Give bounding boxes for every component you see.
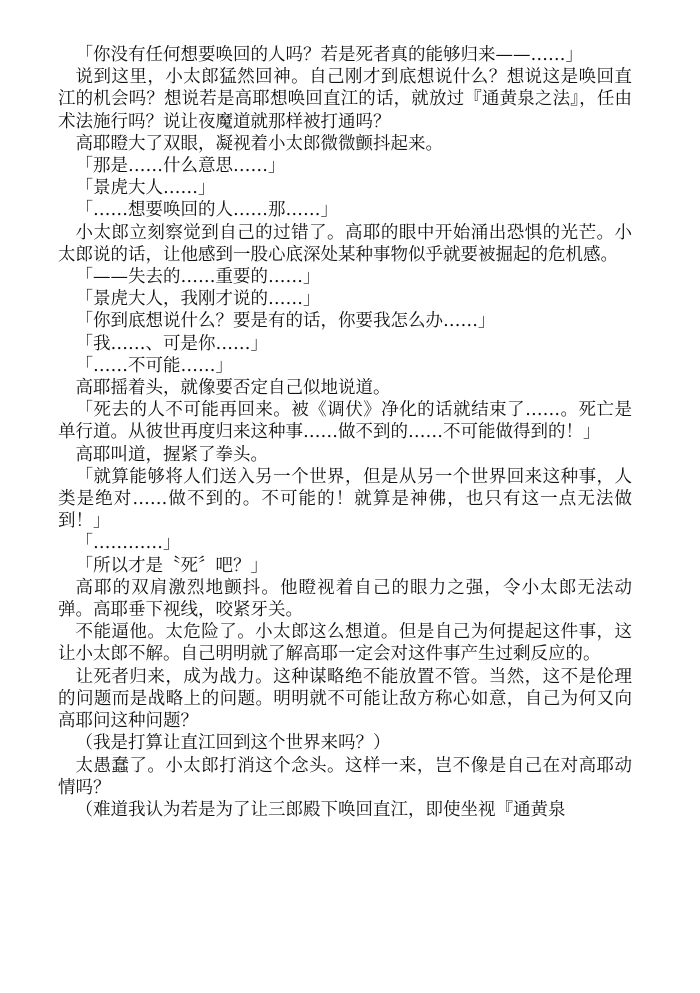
dialogue-line: 「……想要唤回的人……那……」 — [75, 200, 338, 221]
dialogue-line: 「——失去的……重要的……」 — [75, 267, 321, 288]
dialogue-line: 「景虎大人，我刚才说的……」 — [75, 289, 321, 310]
paragraph: 高耶摇着头，就像要否定自己似地说道。 — [75, 378, 391, 399]
paragraph: 高耶的双肩激烈地颤抖。他瞪视着自己的眼力之强，令小太郎无法动弹。高耶垂下视线，咬紧牙关。 — [58, 577, 632, 621]
dialogue-line: 「死去的人不可能再回来。被《调伏》净化的话就结束了……。死亡是单行道。从彼世再度归来这种事……做不到的……不可能做得到的！」 — [58, 400, 632, 443]
paragraph: 说到这里，小太郎猛然回神。自己刚才到底想说什么？想说这是唤回直江的机会吗？想说若是高耶想唤回直江的话，就放过『通黄泉之法』，任由术法施行吗？说让夜魔道就那样被打通吗？ — [58, 67, 632, 132]
dialogue-line: 「你到底想说什么？要是有的话，你要我怎么办……」 — [75, 311, 496, 332]
dialogue-line: 「景虎大人……」 — [75, 178, 216, 199]
inner-thought-line: （难道我认为若是为了让三郎殿下唤回直江，即使坐视『通黄泉 — [75, 799, 566, 820]
dialogue-line: 「我……、可是你……」 — [75, 333, 268, 354]
paragraph: 太愚蠢了。小太郎打消这个念头。这样一来，岂不像是自己在对高耶动情吗？ — [58, 755, 632, 798]
paragraph: 让死者归来，成为战力。这种谋略绝不能放置不管。当然，这不是伦理的问题而是战略上的问题。明明就不可能让敌方称心如意，自己为何又向高耶问这种问题？ — [58, 666, 632, 732]
novel-page-text — [58, 44, 632, 821]
dialogue-line: 「那是……什么意思……」 — [75, 156, 286, 177]
paragraph: 高耶瞪大了双眼，凝视着小太郎微微颤抖起来。 — [75, 133, 443, 154]
paragraph: 不能逼他。太危险了。小太郎这么想道。但是自己为何提起这件事，这让小太郎不解。自己明明就了解高耶一定会对这件事产生过剩反应的。 — [58, 622, 632, 665]
paragraph: 「你没有任何想要唤回的人吗？若是死者真的能够归来——……」 — [75, 45, 583, 65]
inner-thought-line: （我是打算让直江回到这个世界来吗？） — [75, 733, 391, 754]
paragraph: 小太郎立刻察觉到自己的过错了。高耶的眼中开始涌出恐惧的光芒。小太郎说的话，让他感到一股心底深处某种事物似乎就要被掘起的危机感。 — [58, 222, 632, 265]
dialogue-line: 「……不可能……」 — [75, 355, 233, 376]
paragraph: 高耶叫道，握紧了拳头。 — [75, 444, 268, 465]
dialogue-line: 「所以才是〝死〞吧？」 — [75, 555, 268, 576]
dialogue-line: 「…………」 — [75, 533, 181, 554]
dialogue-line: 「就算能够将人们送入另一个世界，但是从另一个世界回来这种事，人类是绝对……做不到的。不可能的！就算是神佛，也只有这一点无法做到！」 — [58, 466, 632, 532]
